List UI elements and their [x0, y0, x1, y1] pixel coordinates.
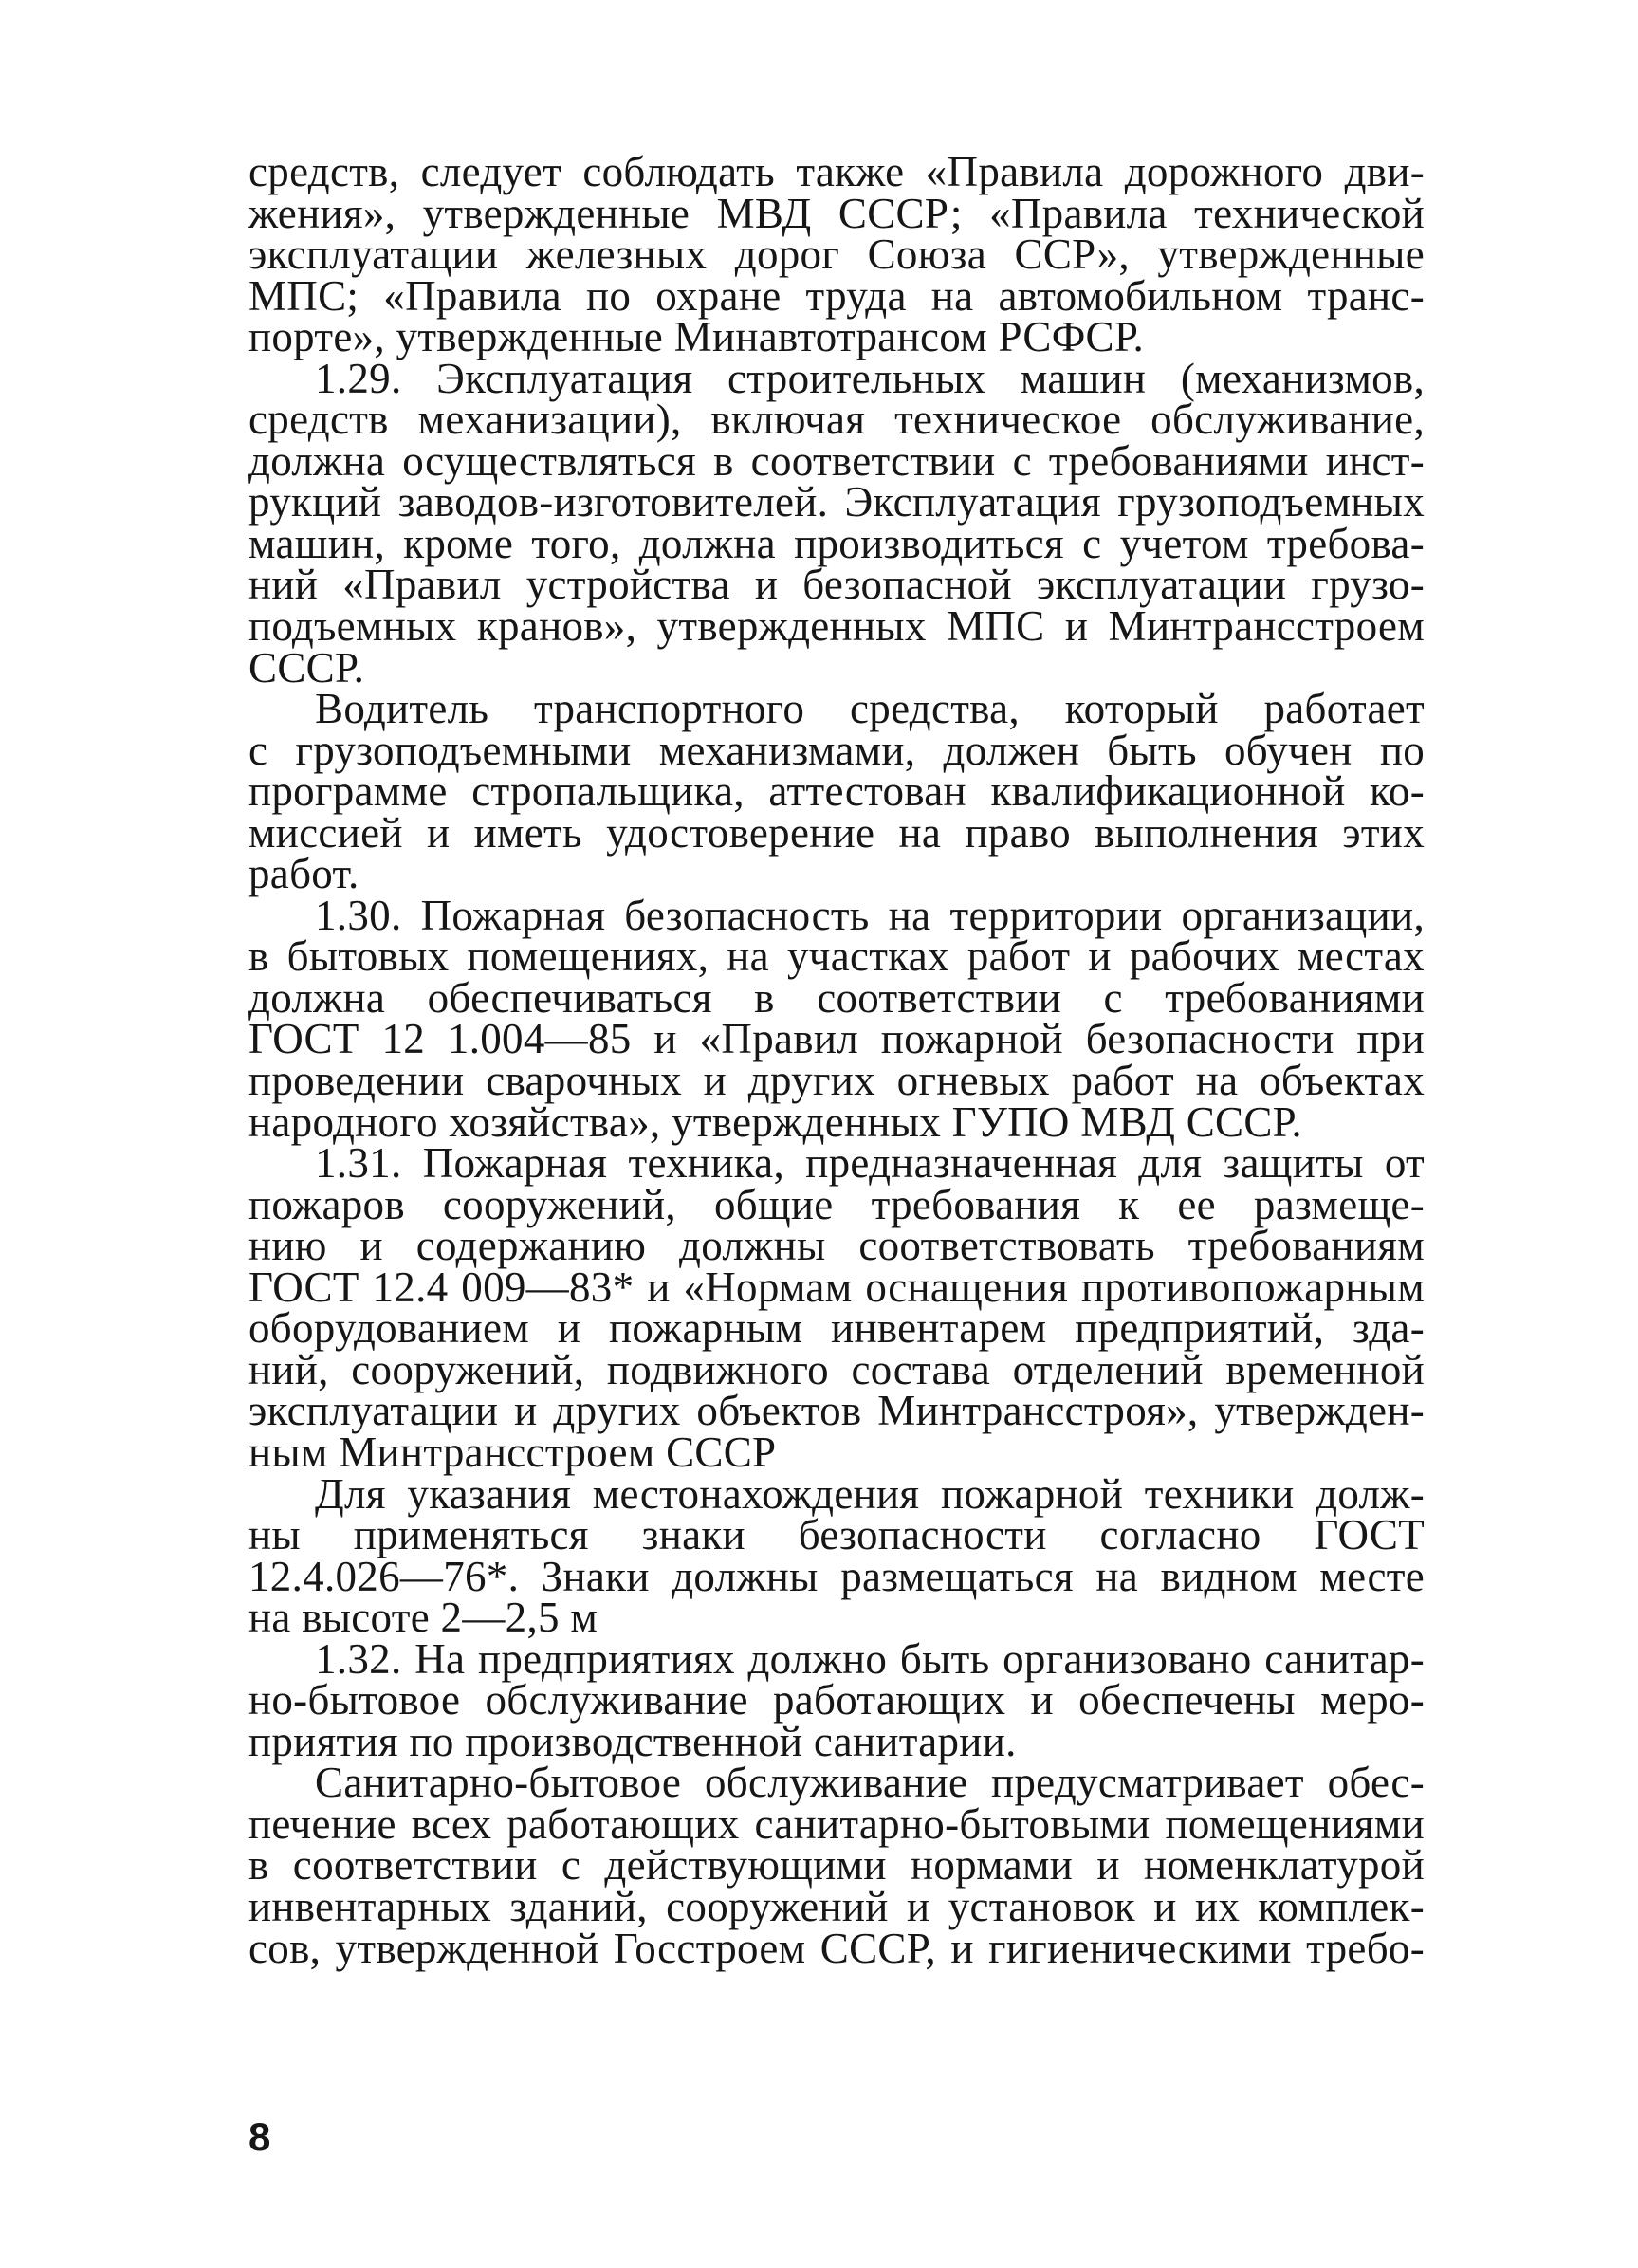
text-line: сов, утвержденной Госстроем СССР, и гигиеническими требо-: [248, 1924, 1425, 1972]
clause-1-30-line: 1.30. Пожарная безопасность на территории организации,: [315, 891, 1425, 939]
text-line: средств механизации), включая техническое обслуживание,: [248, 396, 1425, 444]
text-line: МПС; «Правила по охране труда на автомобильном транс-: [248, 271, 1425, 320]
text-line: порте», утвержденные Минавтотрансом РСФСР.: [248, 313, 1145, 361]
text-line: приятия по производственной санитарии.: [248, 1717, 1017, 1765]
text-line: должна осуществляться в соответствии с требованиями инст-: [248, 436, 1425, 485]
text-line: работ.: [248, 850, 359, 898]
text-line: должна обеспечиваться в соответствии с требованиями: [248, 973, 1425, 1022]
clause-1-32-line: 1.32. На предприятиях должно быть организовано санитар-: [315, 1634, 1425, 1683]
text-line: в соответствии с действующими нормами и номенклатурой: [248, 1841, 1425, 1890]
text-line: Для указания местонахождения пожарной техники долж-: [315, 1469, 1425, 1518]
text-line: с грузоподъемными механизмами, должен быть обучен по: [248, 726, 1425, 774]
text-line: на высоте 2—2,5 м: [248, 1594, 598, 1642]
text-line: жения», утвержденные МВД СССР; «Правила технической: [248, 189, 1425, 237]
text-line: машин, кроме того, должна производиться с учетом требова-: [248, 519, 1425, 567]
text-line: миссией и иметь удостоверение на право выполнения этих: [248, 808, 1425, 857]
text-line: СССР.: [248, 643, 365, 691]
text-line: народного хозяйства», утвержденных ГУПО МВД СССР.: [248, 1097, 1302, 1146]
text-line: нию и содержанию должны соответствовать требованиям: [248, 1222, 1425, 1270]
text-line: ны применяться знаки безопасности согласно ГОСТ: [248, 1511, 1425, 1559]
text-line: в бытовых помещениях, на участках работ и рабочих местах: [248, 932, 1425, 981]
text-line: эксплуатации железных дорог Союза ССР», утвержденные: [248, 230, 1425, 279]
text-line: средств, следует соблюдать также «Правила дорожного дви-: [248, 148, 1425, 195]
text-line: ний «Правил устройства и безопасной эксплуатации грузо-: [248, 561, 1425, 609]
text-line: но-бытовое обслуживание работающих и обеспечены меро-: [248, 1676, 1425, 1724]
clause-1-31-line: 1.31. Пожарная техника, предназначенная для защиты от: [315, 1139, 1425, 1188]
clause-1-29-line: 1.29. Эксплуатация строительных машин (механизмов,: [315, 354, 1425, 402]
text-line: программе стропальщика, аттестован квалификационной ко-: [248, 767, 1425, 816]
text-line: рукций заводов-изготовителей. Эксплуатация грузоподъемных: [248, 478, 1425, 526]
text-line: проведении сварочных и других огневых работ на объектах: [248, 1057, 1425, 1105]
text-line: оборудованием и пожарным инвентарем предприятий, зда-: [248, 1304, 1425, 1353]
text-line: ГОСТ 12 1.004—85 и «Правил пожарной безопасности при: [248, 1015, 1425, 1063]
text-line: 12.4.026—76*. Знаки должны размещаться на видном месте: [248, 1552, 1425, 1600]
text-line: ГОСТ 12.4 009—83* и «Нормам оснащения противопожарным: [248, 1263, 1425, 1311]
text-line: ний, сооружений, подвижного состава отделений временной: [248, 1345, 1425, 1393]
text-line: Водитель транспортного средства, который работает: [315, 685, 1425, 733]
document-body: [248, 148, 1425, 1972]
text-line: инвентарных зданий, сооружений и установок и их комплек-: [248, 1882, 1425, 1930]
text-line: ным Минтрансстроем СССР: [248, 1428, 777, 1476]
page-number: 8: [248, 2114, 271, 2159]
text-line: Санитарно-бытовое обслуживание предусматривает обес-: [315, 1759, 1425, 1807]
text-line: печение всех работающих санитарно-бытовыми помещениями: [248, 1799, 1425, 1848]
text-line: подъемных кранов», утвержденных МПС и Минтрансстроем: [248, 602, 1425, 651]
text-line: эксплуатации и других объектов Минтрансстроя», утвержден-: [248, 1387, 1425, 1435]
text-line: пожаров сооружений, общие требования к ее размеще-: [248, 1180, 1425, 1228]
